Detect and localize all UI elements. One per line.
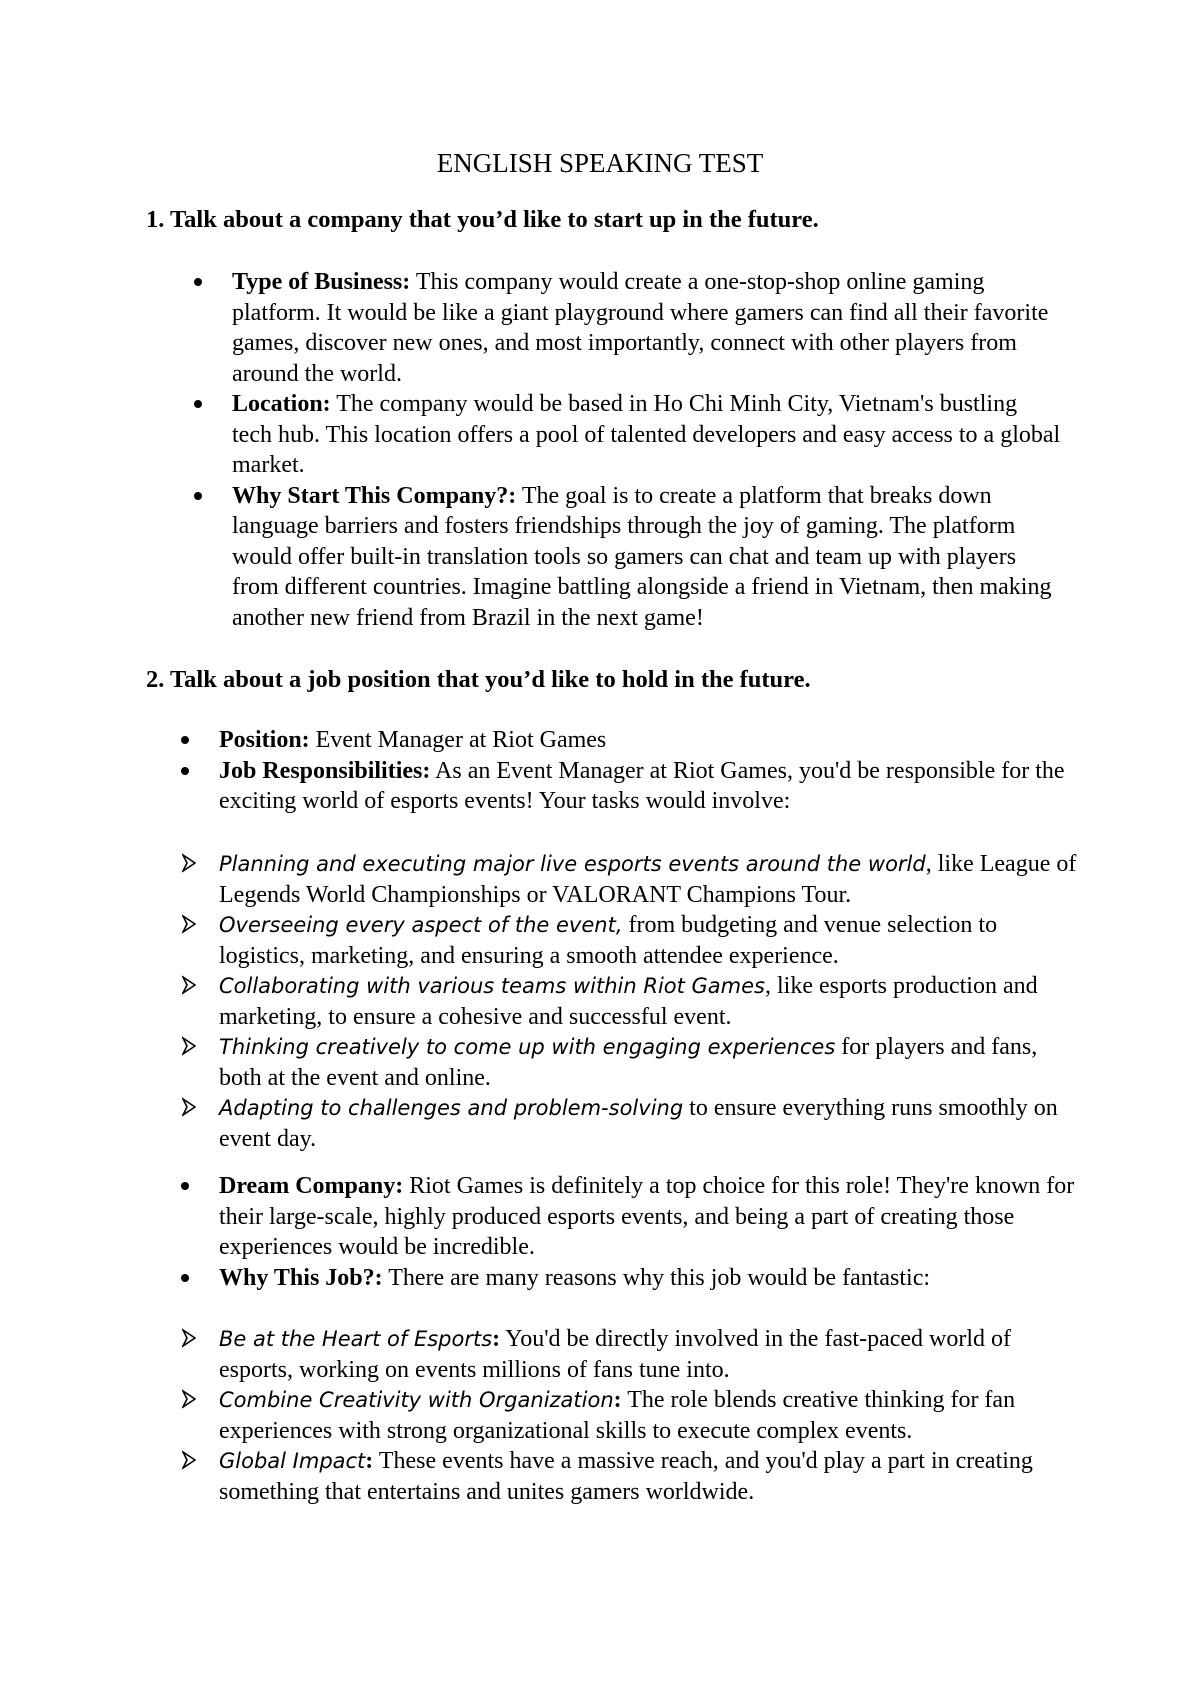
bullet-text: Riot Games is definitely a top choice for this role! They're known for their large-scale, highly produced esports events, and being a part of creating those experiences would be incredible.: [219, 1173, 1075, 1260]
list-item: [219, 756, 1079, 817]
question-1-bullet-list: [232, 267, 1062, 633]
list-item: [219, 1171, 1079, 1263]
reason-text: The role blends creative thinking for fan experiences with strong organizational skills to execute complex events.: [219, 1387, 1016, 1444]
question-2-bullet-list-a: [219, 725, 1079, 817]
list-item: [219, 910, 1079, 971]
task-italic: Adapting to challenges and problem-solving: [219, 1096, 684, 1120]
bullet-text: As an Event Manager at Riot Games, you'd be responsible for the exciting world of esports events! Your tasks would involve:: [219, 757, 1065, 814]
list-item: [219, 1263, 1079, 1294]
list-item: [232, 389, 1062, 481]
reason-italic: Be at the Heart of Esports: [219, 1327, 493, 1351]
arrowhead-bullet-icon: [182, 852, 196, 874]
list-item: [219, 971, 1079, 1032]
task-text: for players and fans, both at the event and online.: [219, 1034, 1038, 1091]
list-item: [219, 1385, 1079, 1446]
bullet-icon: [181, 767, 189, 775]
question-2-heading: 2. Talk about a job position that you’d like to hold in the future.: [146, 666, 811, 693]
reason-colon: :: [613, 1387, 622, 1413]
arrowhead-bullet-icon: [182, 1096, 196, 1118]
bullet-label: Why Start This Company?:: [232, 482, 517, 509]
task-text: from budgeting and venue selection to logistics, marketing, and ensuring a smooth attendee experience.: [219, 912, 998, 969]
task-text: , like League of Legends World Championships or VALORANT Champions Tour.: [219, 851, 1077, 908]
arrowhead-bullet-icon: [182, 1327, 196, 1349]
list-item: [219, 1446, 1079, 1507]
list-item: [219, 725, 1079, 756]
bullet-text: Event Manager at Riot Games: [309, 727, 607, 753]
bullet-label: Job Responsibilities:: [219, 757, 431, 784]
question-1-heading: 1. Talk about a company that you’d like to start up in the future.: [146, 206, 819, 233]
arrowhead-bullet-icon: [182, 1449, 196, 1471]
list-item: [219, 1093, 1079, 1154]
bullet-icon: [194, 492, 202, 500]
task-italic: Collaborating with various teams within Riot Games: [219, 974, 765, 998]
arrowhead-bullet-icon: [182, 1388, 196, 1410]
bullet-icon: [181, 1274, 189, 1282]
bullet-icon: [181, 1182, 189, 1190]
arrowhead-bullet-icon: [182, 1035, 196, 1057]
arrowhead-bullet-icon: [182, 913, 196, 935]
list-item: [232, 481, 1062, 634]
bullet-text: This company would create a one-stop-shop online gaming platform. It would be like a giant playground where gamers can find all their favorite games, discover new ones, and most importantly, connect with other players from around the world.: [232, 269, 1049, 387]
list-item: [219, 1324, 1079, 1385]
reason-text: You'd be directly involved in the fast-paced world of esports, working on events millions of fans tune into.: [219, 1326, 1012, 1383]
bullet-label: Why This Job?:: [219, 1264, 383, 1291]
list-item: [219, 1032, 1079, 1093]
question-2-bullet-list-b: [219, 1171, 1079, 1293]
bullet-icon: [194, 400, 202, 408]
arrowhead-bullet-icon: [182, 974, 196, 996]
bullet-label: Position:: [219, 727, 310, 753]
task-italic: Overseeing every aspect of the event,: [219, 913, 623, 937]
list-item: [232, 267, 1062, 389]
bullet-text: The company would be based in Ho Chi Minh City, Vietnam's bustling tech hub. This location offers a pool of talented developers and easy access to a global market.: [232, 391, 1061, 478]
reason-text: These events have a massive reach, and you'd play a part in creating something that entertains and unites gamers worldwide.: [219, 1448, 1033, 1505]
task-italic: Planning and executing major live esports events around the world: [219, 852, 926, 876]
reason-colon: :: [492, 1326, 501, 1352]
task-text: to ensure everything runs smoothly on event day.: [219, 1095, 1058, 1152]
task-text: , like esports production and marketing, to ensure a cohesive and successful event.: [219, 973, 1038, 1030]
bullet-label: Dream Company:: [219, 1173, 404, 1199]
bullet-label: Type of Business:: [232, 269, 411, 295]
reason-italic: Global Impact: [219, 1449, 366, 1473]
bullet-label: Location:: [232, 391, 331, 417]
document-title: ENGLISH SPEAKING TEST: [436, 148, 764, 178]
bullet-icon: [194, 278, 202, 286]
bullet-text: The goal is to create a platform that breaks down language barriers and fosters friendships through the joy of gaming. The platform would offer built-in translation tools so gamers can chat and team up with players from different countries. Imagine battling alongside a friend in Vietnam, then making another new friend from Brazil in the next game!: [232, 482, 1052, 631]
reason-colon: :: [365, 1448, 374, 1474]
list-item: [219, 849, 1079, 910]
task-arrow-list: [219, 849, 1079, 1154]
bullet-text: There are many reasons why this job would be fantastic:: [382, 1264, 931, 1291]
task-italic: Thinking creatively to come up with engaging experiences: [219, 1035, 836, 1059]
reason-arrow-list: [219, 1324, 1079, 1507]
bullet-icon: [181, 736, 189, 744]
reason-italic: Combine Creativity with Organization: [219, 1388, 614, 1412]
